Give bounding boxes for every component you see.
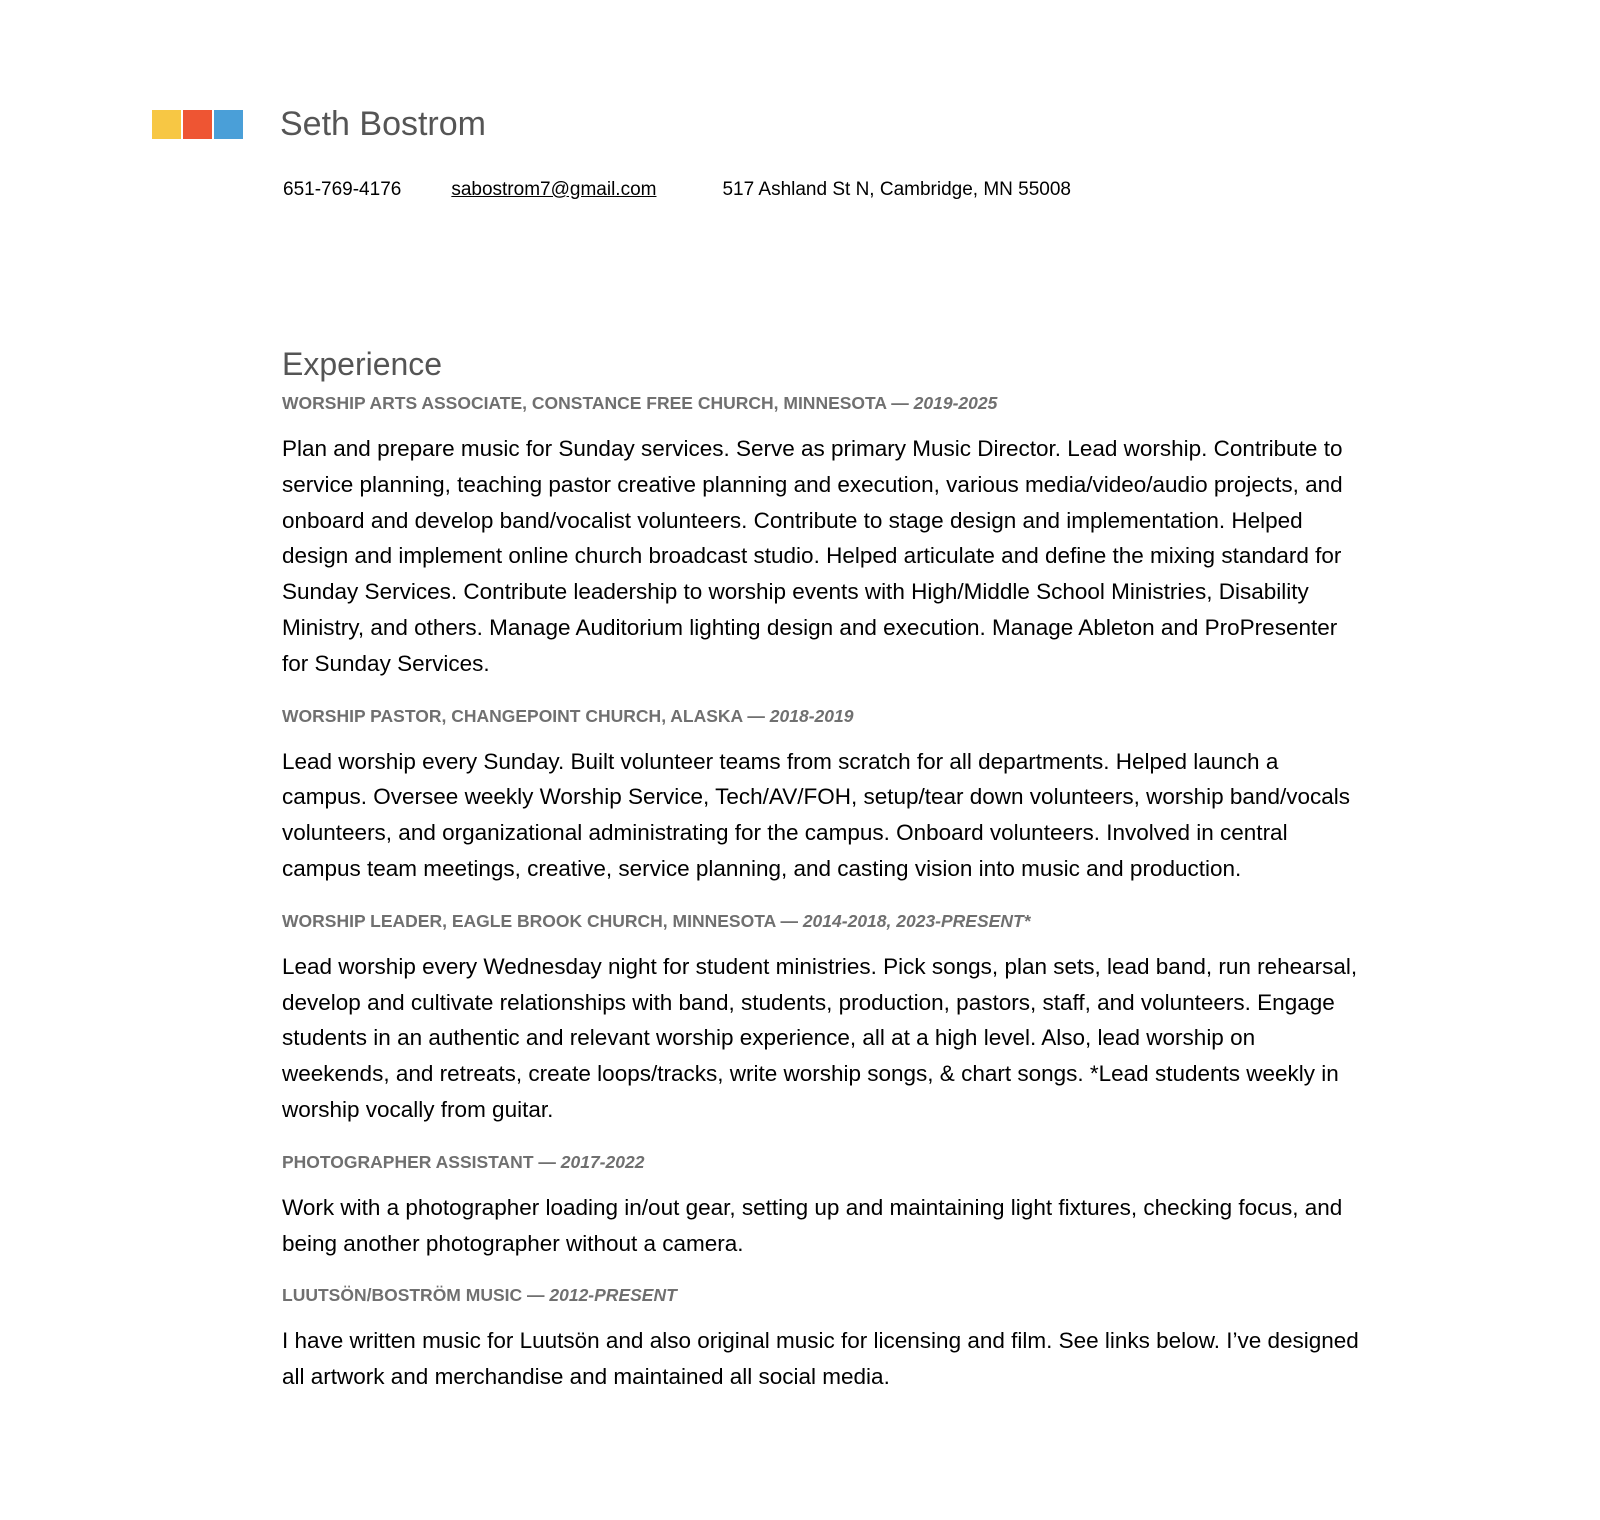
job-title <box>282 391 1362 415</box>
logo-square-yellow <box>152 110 181 139</box>
logo-square-blue <box>214 110 243 139</box>
job-separator: — <box>775 910 803 931</box>
experience-section <box>282 344 1362 1417</box>
job-description: Work with a photographer loading in/out gear, setting up and maintaining light fixtures, checking focus, and being another photographer without a camera. <box>282 1194 1343 1256</box>
job-separator: — <box>522 1285 550 1306</box>
job-entry <box>282 1283 1362 1395</box>
job-description: Lead worship every Sunday. Built volunteer teams from scratch for all departments. Helped launch a campus. Oversee weekly Worship Service, Tech/AV/FOH, setup/tear down volunteers, worship band/vocals volunteers, and organizational administrating for the campus. Onboard volunteers. Involved in central campus team meetings, creative, service planning, and casting vision into music and production. <box>282 748 1350 881</box>
job-entry <box>282 909 1362 1128</box>
job-title <box>282 1283 1362 1307</box>
resume-name: Seth Bostrom <box>280 105 486 143</box>
address: 517 Ashland St N, Cambridge, MN 55008 <box>722 179 1071 200</box>
job-description: Plan and prepare music for Sunday services. Serve as primary Music Director. Lead worship. Contribute to service planning, teaching pastor creative planning and execution, various media/video/audio projects, and onboard and develop band/vocalist volunteers. Contribute to stage design and implementation. Helped design and implement online church broadcast studio. Helped articulate and define the mixing standard for Sunday Services. Contribute leadership to worship events with High/Middle School Ministries, Disability Ministry, and others. Manage Auditorium lighting design and execution. Manage Ableton and ProPresenter for Sunday Services. <box>282 436 1343 676</box>
job-separator: — <box>533 1151 561 1172</box>
logo-square-red <box>183 110 212 139</box>
job-dates: 2018-2019 <box>769 705 854 726</box>
section-title-experience: Experience <box>282 346 443 382</box>
contact-info <box>283 178 1071 202</box>
job-dates: 2019-2025 <box>913 393 998 413</box>
job-role: WORSHIP ARTS ASSOCIATE, CONSTANCE FREE CHURCH, MINNESOTA <box>282 393 887 413</box>
job-role: WORSHIP LEADER, EAGLE BROOK CHURCH, MINNESOTA <box>282 910 776 931</box>
job-title <box>282 1150 1362 1174</box>
job-dates: 2017-2022 <box>560 1151 645 1172</box>
job-title <box>282 704 1362 728</box>
job-separator: — <box>886 393 914 413</box>
email-link[interactable]: sabostrom7@gmail.com <box>451 179 657 200</box>
job-dates: 2012-PRESENT <box>549 1285 677 1306</box>
job-role: LUUTSÖN/BOSTRÖM MUSIC <box>282 1285 523 1306</box>
job-entry <box>282 391 1362 682</box>
job-entry <box>282 1150 1362 1262</box>
job-title <box>282 909 1362 933</box>
job-separator: — <box>742 705 770 726</box>
job-role: WORSHIP PASTOR, CHANGEPOINT CHURCH, ALASKA <box>282 705 743 726</box>
job-description: I have written music for Luutsön and also original music for licensing and film. See links below. I’ve designed all artwork and merchandise and maintained all social media. <box>282 1328 1359 1390</box>
job-role: PHOTOGRAPHER ASSISTANT <box>282 1151 534 1172</box>
logo-squares <box>152 110 243 139</box>
phone-number: 651-769-4176 <box>283 179 402 200</box>
job-dates: 2014-2018, 2023-PRESENT* <box>802 910 1031 931</box>
job-entry <box>282 704 1362 887</box>
job-description: Lead worship every Wednesday night for student ministries. Pick songs, plan sets, lead band, run rehearsal, develop and cultivate relationships with band, students, production, pastors, staff, and volunteers. Engage students in an authentic and relevant worship experience, all at a high level. Also, lead worship on weekends, and retreats, create loops/tracks, write worship songs, & chart songs. *Lead students weekly in worship vocally from guitar. <box>282 953 1358 1122</box>
